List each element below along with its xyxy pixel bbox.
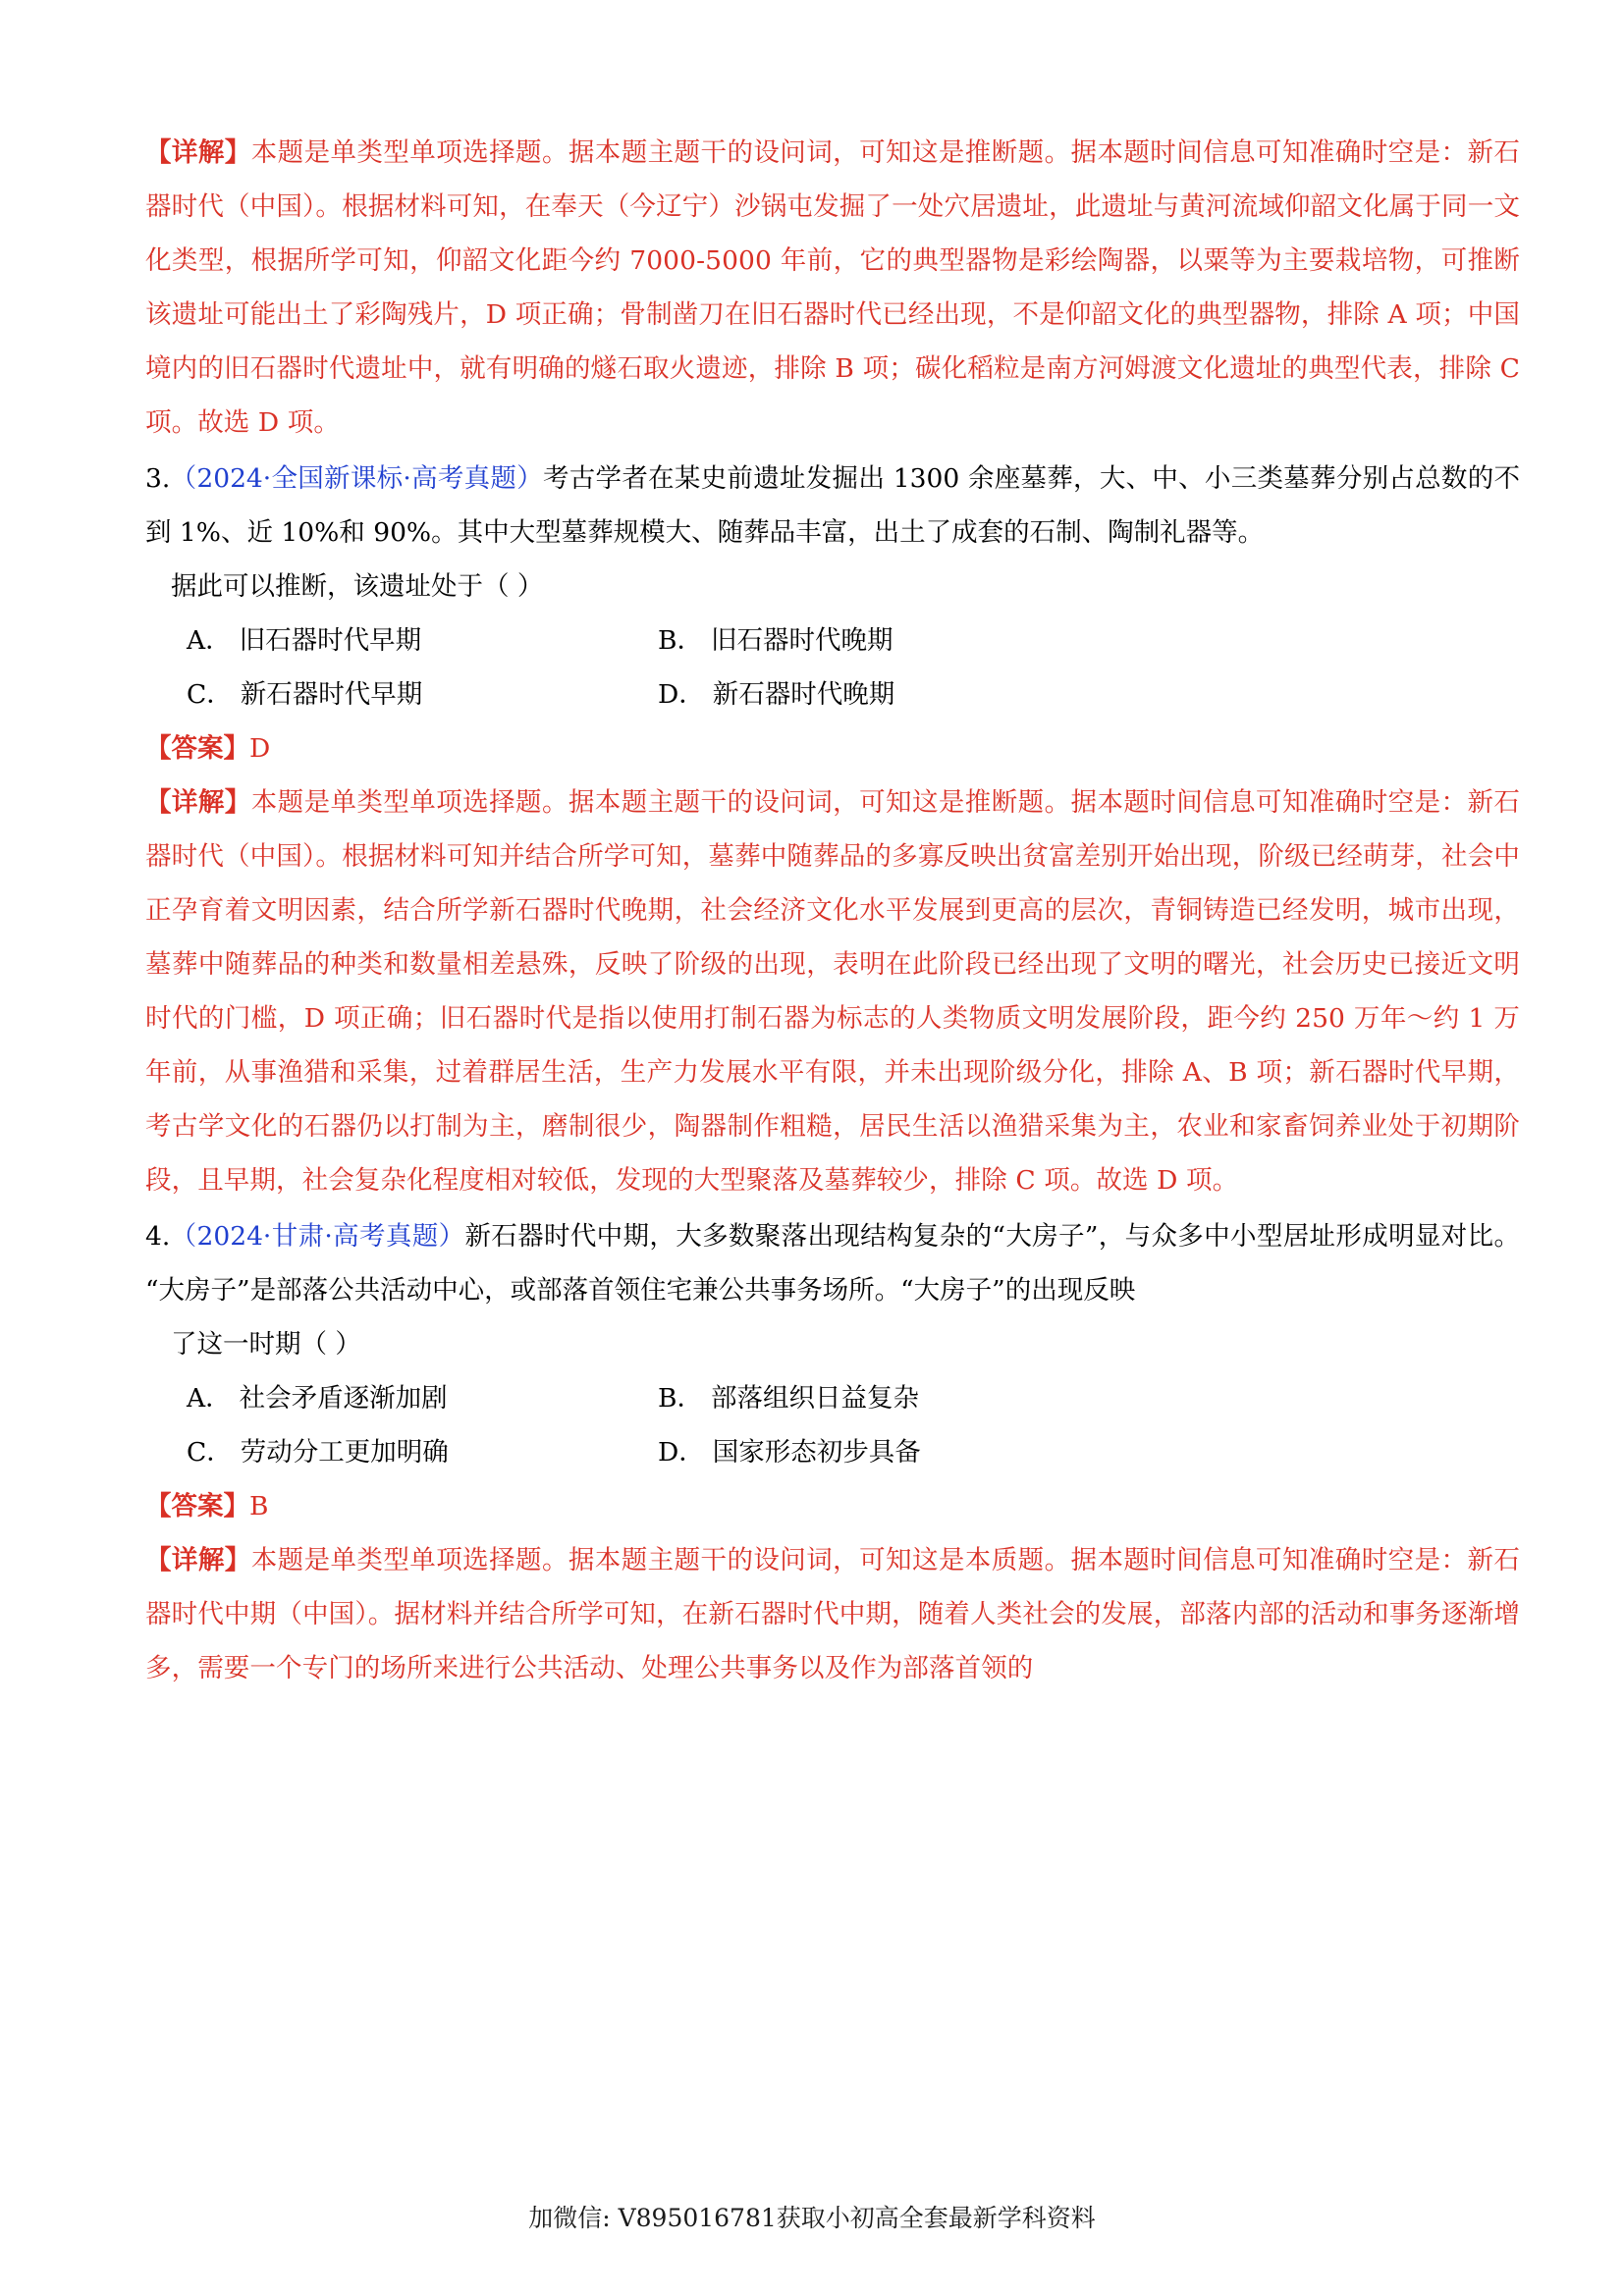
question-source: （2024·全国新课标·高考真题） [170,463,543,494]
explanation-lead: 【详解】 [145,1545,251,1575]
option-d-label: 新石器时代晚期 [712,679,895,710]
option-b-mark: B． [658,625,703,656]
option-list [145,1371,1520,1479]
question-source: （2024·甘肃·高考真题） [170,1221,465,1252]
option-b-label: 部落组织日益复杂 [710,1383,919,1414]
question-stem: 据此可以推断，该遗址处于（ ） [171,571,544,602]
question-stem: 了这一时期（ ） [171,1329,361,1360]
option-c-mark: C． [187,679,233,710]
page-content [145,126,1520,1695]
answer-lead: 【答案】 [145,1491,249,1522]
option-row [145,1371,1520,1425]
question-number: 4. [145,1221,171,1252]
explanation-text: 本题是单类型单项选择题。据本题主题干的设问词，可知这是本质题。据本题时间信息可知准确时空是：新石器时代中期（中国）。据材料并结合所学可知，在新石器时代中期，随着人类社会的发展，部落内部的活动和事务逐渐增多，需要一个专门的场所来进行公共活动、处理公共事务以及作为部落首领的 [145,1545,1520,1683]
option-a-mark: A． [187,1383,232,1414]
option-b[interactable] [617,1371,1088,1425]
option-c-mark: C． [187,1437,233,1468]
footer-text: 加微信: V895016781获取小初高全套最新学科资料 [528,2204,1096,2232]
option-d-mark: D． [658,679,705,710]
page-footer [0,2202,1624,2235]
question-paragraph [145,452,1520,560]
option-c-label: 新石器时代早期 [240,679,423,710]
option-d[interactable] [617,1425,1088,1479]
option-c-label: 劳动分工更加明确 [240,1437,449,1468]
option-c[interactable] [145,667,617,721]
question-text: 新石器时代中期，大多数聚落出现结构复杂的“大房子”，与众多中小型居址形成明显对比。“大房子”是部落公共活动中心，或部落首领住宅兼公共事务场所。“大房子”的出现反映 [145,1221,1520,1306]
answer-line [145,721,1520,775]
option-d-label: 国家形态初步具备 [712,1437,921,1468]
question-text: 考古学者在某史前遗址发掘出 1300 余座墓葬，大、中、小三类墓葬分别占总数的不到 1%、近 10%和 90%。其中大型墓葬规模大、随葬品丰富，出土了成套的石制、陶制礼器等。 [145,463,1520,548]
explanation-paragraph [145,126,1520,450]
option-row [145,667,1520,721]
option-a-label: 旧石器时代早期 [239,625,422,656]
option-c[interactable] [145,1425,617,1479]
option-b-label: 旧石器时代晚期 [710,625,893,656]
option-d[interactable] [617,667,1088,721]
option-a[interactable] [145,1371,617,1425]
option-a[interactable] [145,614,617,667]
answer-letter: B [249,1491,269,1522]
explanation-lead: 【详解】 [145,787,251,818]
explanation-lead: 【详解】 [145,137,251,168]
explanation-text: 本题是单类型单项选择题。据本题主题干的设问词，可知这是推断题。据本题时间信息可知准确时空是：新石器时代（中国）。根据材料可知，在奉天（今辽宁）沙锅屯发掘了一处穴居遗址，此遗址与黄河流域仰韶文化属于同一文化类型，根据所学可知，仰韶文化距今约 7000-5000 年前，它的典型器物是彩绘陶器，以粟等为主要栽培物，可推断该遗址可能出土了彩陶残片，D 项正确；骨制凿刀在旧石器时代已经出现，不是仰韶文化的典型器物，排除 A 项；中国境内的旧石器时代遗址中，就有明确的燧石取火遗迹，排除 B 项；碳化稻粒是南方河姆渡文化遗址的典型代表，排除 C 项。故选 D 项。 [145,137,1520,438]
answer-letter: D [249,733,271,764]
option-a-mark: A． [187,625,232,656]
option-row [145,614,1520,667]
explanation-text: 本题是单类型单项选择题。据本题主题干的设问词，可知这是推断题。据本题时间信息可知准确时空是：新石器时代（中国）。根据材料可知并结合所学可知，墓葬中随葬品的多寡反映出贫富差别开始出现，阶级已经萌芽，社会中正孕育着文明因素，结合所学新石器时代晚期，社会经济文化水平发展到更高的层次，青铜铸造已经发明，城市出现，墓葬中随葬品的种类和数量相差悬殊，反映了阶级的出现，表明在此阶段已经出现了文明的曙光，社会历史已接近文明时代的门槛，D 项正确；旧石器时代是指以使用打制石器为标志的人类物质文明发展阶段，距今约 250 万年～约 1 万年前，从事渔猎和采集，过着群居生活，生产力发展水平有限，并未出现阶级分化，排除 A、B 项；新石器时代早期，考古学文化的石器仍以打制为主，磨制很少，陶器制作粗糙，居民生活以渔猎采集为主，农业和家畜饲养业处于初期阶段，且早期，社会复杂化程度相对较低，发现的大型聚落及墓葬较少，排除 C 项。故选 D 项。 [145,787,1520,1196]
option-b[interactable] [617,614,1088,667]
explanation-paragraph [145,775,1520,1207]
option-a-label: 社会矛盾逐渐加剧 [239,1383,448,1414]
answer-line [145,1479,1520,1533]
question-number: 3. [145,463,171,494]
explanation-paragraph [145,1533,1520,1695]
option-row [145,1425,1520,1479]
option-b-mark: B． [658,1383,703,1414]
option-list [145,614,1520,721]
question-paragraph [145,1209,1520,1317]
option-d-mark: D． [658,1437,705,1468]
answer-lead: 【答案】 [145,733,249,764]
